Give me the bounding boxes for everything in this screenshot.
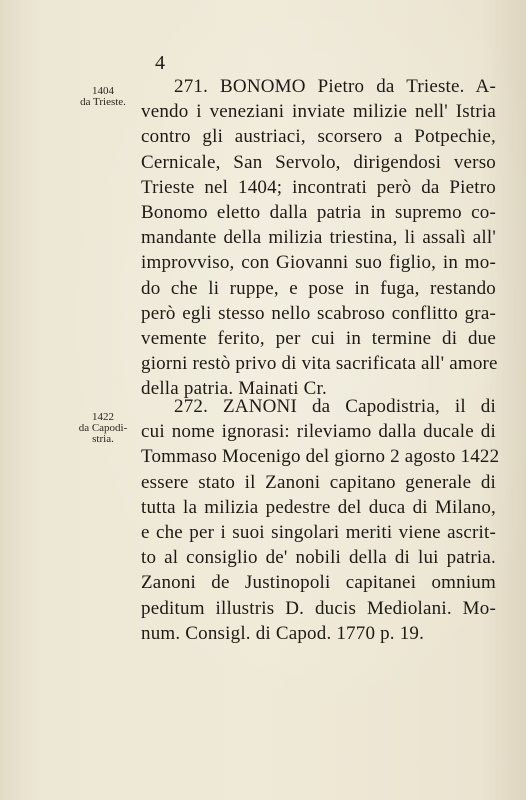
entry-line: Tommaso Mocenigo del giorno 2 agosto 1422: [141, 446, 500, 468]
margin-note-line: da Capodi-: [78, 422, 128, 434]
entry-line: contro gli austriaci, scorsero a Potpechie,: [141, 126, 496, 148]
margin-note-line: stria.: [92, 433, 114, 445]
entry-line: vendo i veneziani inviate milizie nell' Istria: [141, 101, 496, 123]
entry-line: cui nome ignorasi: rileviamo dalla ducale di: [141, 421, 496, 443]
entry-line: giorni restò privo di vita sacrificata all' amore: [141, 353, 498, 375]
entry-line: vemente ferito, per cui in termine di due: [141, 327, 496, 349]
entry-line: Bonomo eletto dalla patria in supremo co-: [141, 201, 496, 223]
entry-line: to al consiglio de' nobili della di lui patria.: [141, 547, 496, 569]
entry-line: 271. BONOMO Pietro da Trieste. A-: [174, 76, 496, 97]
page-number: 4: [155, 52, 165, 74]
margin-note-1404: [73, 86, 133, 108]
entry-272: [141, 394, 500, 646]
entry-line: Cernicale, San Servolo, dirigendosi verso: [141, 151, 496, 173]
margin-note-line: 1422: [92, 411, 114, 423]
entry-line: 272. ZANONI da Capodistria, il di: [174, 396, 496, 417]
entry-line: Zanoni de Justinopoli capitanei omnium: [141, 572, 496, 594]
margin-note-line: da Trieste.: [80, 96, 126, 108]
entry-line: Trieste nel 1404; incontrati però da Pietro: [141, 176, 496, 198]
margin-note-line: 1404: [92, 85, 114, 97]
entry-line: della patria. Mainati Cr.: [141, 378, 327, 400]
entry-271: [141, 74, 496, 401]
entry-line: do che li ruppe, e pose in fuga, restando: [141, 277, 496, 299]
entry-line: però egli stesso nello scabroso conflitto gra-: [141, 302, 496, 324]
entry-line: tutta la milizia pedestre del duca di Milano,: [141, 496, 496, 518]
entry-line: essere stato il Zanoni capitano generale di: [141, 471, 496, 493]
entry-line: improvviso, con Giovanni suo figlio, in mo-: [141, 252, 496, 274]
entry-line: mandante della milizia triestina, li assalì all': [141, 227, 496, 249]
entry-line: peditum illustris D. ducis Mediolani. Mo-: [141, 597, 496, 619]
entry-line: e che per i suoi singolari meriti viene ascrit-: [141, 521, 496, 543]
margin-note-1422: [73, 412, 133, 445]
entry-line: num. Consigl. di Capod. 1770 p. 19.: [141, 622, 425, 644]
